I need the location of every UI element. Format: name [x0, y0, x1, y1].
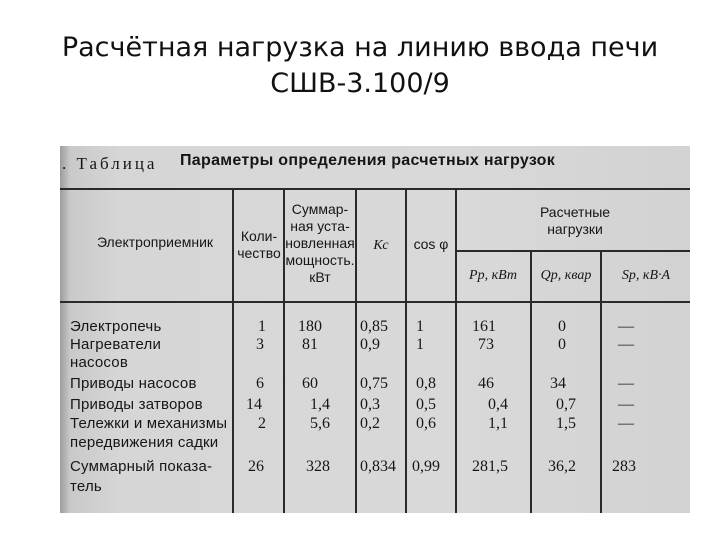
row-4-qp: 0,7 — [556, 396, 576, 413]
header-kc: Кс — [373, 238, 389, 253]
row-3-qp: 34 — [550, 375, 566, 392]
row-2-kc: 0,9 — [360, 336, 380, 353]
row-6-sp: 283 — [612, 458, 636, 475]
row-5-kc: 0,2 — [360, 415, 380, 432]
row-1-sp: — — [618, 318, 634, 335]
row-1-cos: 1 — [416, 318, 424, 335]
row-5-pp: 1,1 — [488, 415, 508, 432]
row-3-cos: 0,8 — [416, 375, 436, 392]
row-3-count: 6 — [256, 375, 264, 392]
row-5-name-line-2: передвижения садки — [70, 434, 219, 451]
row-2-name-line-2: насосов — [70, 354, 129, 371]
slide-title-line-1: Расчётная нагрузка на линию ввода печи — [61, 32, 659, 63]
header-bottom-rule — [60, 301, 690, 303]
row-2-pp: 73 — [478, 336, 494, 353]
row-2-cos: 1 — [416, 336, 424, 353]
header-count: Коли- чество — [237, 228, 281, 261]
col-divider-5 — [455, 188, 457, 513]
row-6-name-line-1: Суммарный показа- — [70, 458, 213, 475]
row-4-name: Приводы затворов — [70, 396, 203, 413]
row-3-pp: 46 — [478, 375, 494, 392]
row-6-count: 26 — [248, 458, 264, 475]
header-qp: Qр, квар — [540, 268, 592, 283]
row-1-count: 1 — [258, 318, 266, 335]
row-4-cos: 0,5 — [416, 396, 436, 413]
row-1-qp: 0 — [558, 318, 566, 335]
slide-title — [0, 30, 720, 102]
col-divider-6 — [530, 250, 532, 513]
row-3-sp: — — [618, 375, 634, 392]
header-receiver: Электроприемник — [96, 234, 214, 250]
col-divider-7 — [600, 250, 602, 513]
row-2-qp: 0 — [558, 336, 566, 353]
table-caption-title: Параметры определения расчетных нагрузок — [180, 152, 556, 169]
slide-title-line-2: СШВ-3.100/9 — [270, 68, 450, 99]
row-3-name: Приводы насосов — [70, 375, 197, 392]
row-2-sp: — — [618, 336, 634, 353]
row-6-pp: 281,5 — [472, 458, 508, 475]
row-5-qp: 1,5 — [556, 415, 576, 432]
row-4-sp: — — [618, 396, 634, 413]
header-calc-loads: Расчетные нагрузки — [539, 204, 611, 237]
row-2-power: 81 — [302, 336, 318, 353]
row-6-qp: 36,2 — [548, 458, 576, 475]
row-6-name-line-2: тель — [70, 478, 102, 495]
row-5-cos: 0,6 — [416, 415, 436, 432]
header-pp: Pр, кВт — [469, 268, 517, 283]
row-1-pp: 161 — [472, 318, 496, 335]
row-6-kc: 0,834 — [360, 458, 396, 475]
table-top-rule — [60, 188, 690, 190]
row-1-name: Электропечь — [70, 318, 162, 335]
row-4-count: 14 — [246, 396, 262, 413]
header-sp: Sр, кВ·А — [621, 268, 671, 283]
row-4-pp: 0,4 — [488, 396, 508, 413]
row-4-power: 1,4 — [310, 396, 330, 413]
header-installed-power: Суммар- ная уста- новленная мощность. кВт — [285, 201, 355, 285]
row-3-kc: 0,75 — [360, 375, 388, 392]
row-6-cos: 0,99 — [412, 458, 440, 475]
table-caption-label: . Таблица — [62, 154, 158, 173]
row-2-name-line-1: Нагреватели — [70, 336, 162, 353]
row-2-count: 3 — [256, 336, 264, 353]
row-5-name-line-1: Тележки и механизмы — [70, 415, 228, 432]
row-4-kc: 0,3 — [360, 396, 380, 413]
header-cos-phi: cos φ — [413, 236, 449, 252]
row-6-power: 328 — [306, 458, 330, 475]
row-5-power: 5,6 — [310, 415, 330, 432]
row-5-sp: — — [618, 415, 634, 432]
scanned-table-image — [60, 146, 690, 513]
calc-subheader-rule — [455, 250, 690, 252]
row-1-kc: 0,85 — [360, 318, 388, 335]
row-1-power: 180 — [298, 318, 322, 335]
row-3-power: 60 — [302, 375, 318, 392]
row-5-count: 2 — [258, 415, 266, 432]
